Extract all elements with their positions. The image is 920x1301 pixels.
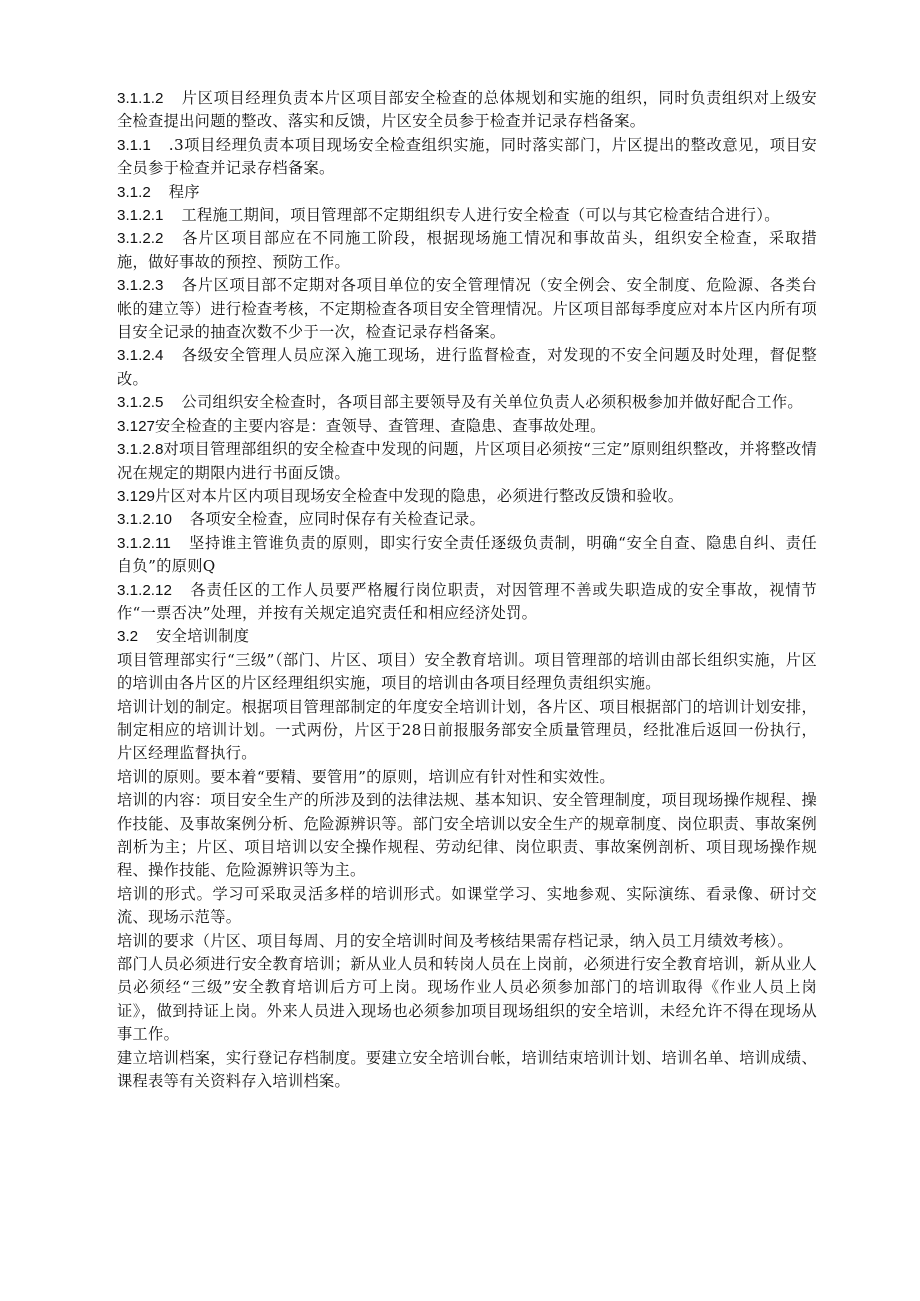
document-paragraph [117,508,817,531]
document-paragraph [117,696,817,766]
section-number: 3.1.2.10 [117,511,172,529]
paragraph-text: 部门人员必须进行安全教育培训；新从业人员和转岗人员在上岗前，必须进行安全教育培训，新从业人员必须经“三级”安全教育培训后方可上岗。现场作业人员必须参加部门的培训取得《作业人员上岗证》，做到持证上岗。外来人员进入现场也必须参加项目现场组织的安全培训，未经允许不得在现场从事工作。 [117,955,817,1044]
section-number: 3.1.1 [117,136,151,154]
section-number: 3.127 [117,417,156,435]
document-paragraph [117,485,817,508]
section-number: 3.1.2.12 [117,581,172,599]
document-paragraph [117,181,817,204]
document-paragraph [117,789,817,883]
document-paragraph [117,953,817,1047]
section-number: 3.1.2.11 [117,534,171,552]
section-number: 3.1.2.5 [117,394,164,412]
document-paragraph [117,438,817,485]
paragraph-text: 各级安全管理人员应深入施工现场，进行监督检查，对发现的不安全问题及时处理，督促整改。 [117,346,817,388]
paragraph-text: 工程施工期间，项目管理部不定期组织专人进行安全检查（可以与其它检查结合进行）。 [181,206,780,225]
paragraph-text: 各项安全检查，应同时保存有关检查记录。 [189,510,486,529]
paragraph-text: 建立培训档案，实行登记存档制度。要建立安全培训台帐，培训结束培训计划、培训名单、培训成绩、课程表等有关资料存入培训档案。 [117,1048,817,1091]
document-paragraph [117,625,817,648]
paragraph-text: 安全培训制度 [156,627,250,646]
paragraph-text: 各片区项目部不定期对各项目单位的安全管理情况（安全例会、安全制度、危险源、各类台帐的建立等）进行检查考核，不定期检查各项目安全管理情况。片区项目部每季度应对本片区内所有项目安全记录的抽查次数不少于一次，检查记录存档备案。 [117,276,817,342]
section-number: 3.1.2.1 [117,207,164,225]
section-number: 3.1.2.3 [117,277,164,295]
paragraph-text: 培训计划的制定。根据项目管理部制定的年度安全培训计划，各片区、项目根据部门的培训计划安排，制定相应的培训计划。一式两份，片区于28日前报服务部安全质量管理员，经批准后返回一份执行，片区经理监督执行。 [117,697,817,763]
document-paragraph [117,766,817,789]
paragraph-text: 培训的形式。学习可采取灵活多样的培训形式。如课堂学习、实地参观、实际演练、看录像、研讨交流、现场示范等。 [117,884,817,927]
paragraph-text: 公司组织安全检查时，各项目部主要领导及有关单位负责人必须积极参加并做好配合工作。 [181,393,803,412]
section-number: 3.1.2.8 [117,441,164,459]
paragraph-text: 各片区项目部应在不同施工阶段，根据现场施工情况和事故苗头，组织安全检查，采取措施，做好事故的预控、预防工作。 [117,229,817,271]
paragraph-text: 片区对本片区内项目现场安全检查中发现的隐患，必须进行整改反馈和验收。 [155,486,684,505]
document-paragraph [117,532,817,579]
paragraph-text: 安全检查的主要内容是：查领导、查管理、查隐患、查事故处理。 [155,416,606,435]
document-paragraph [117,87,817,134]
section-number: 3.1.1.2 [117,90,164,107]
document-body [117,87,817,1093]
paragraph-text: 培训的要求（片区、项目每周、月的安全培训时间及考核结果需存档记录，纳入员工月绩效考核）。 [117,931,794,950]
paragraph-text: 各责任区的工作人员要严格履行岗位职责，对因管理不善或失职造成的安全事故，视情节作“一票否决”处理，并按有关规定追究责任和相应经济处罚。 [117,580,817,622]
document-paragraph [117,579,817,626]
document-paragraph [117,344,817,391]
document-paragraph [117,274,817,344]
document-paragraph [117,227,817,274]
document-paragraph [117,391,817,414]
document-paragraph [117,1047,817,1094]
section-number: 3.1.2 [117,183,151,201]
paragraph-text: 对项目管理部组织的安全检查中发现的问题，片区项目必须按“三定”原则组织整改，并将整改情况在规定的期限内进行书面反馈。 [117,440,817,482]
paragraph-text: .3项目经理负责本项目现场安全检查组织实施，同时落实部门，片区提出的整改意见，项目安全员参于检查并记录存档备案。 [117,135,817,178]
section-number: 3.1.2.2 [117,230,164,248]
paragraph-text: 片区项目经理负责本片区项目部安全检查的总体规划和实施的组织，同时负责组织对上级安全检查提出问题的整改、落实和反馈，片区安全员参于检查并记录存档备案。 [117,89,817,131]
document-paragraph [117,415,817,438]
document-paragraph [117,930,817,953]
paragraph-text: 坚持谁主管谁负责的原则，即实行安全责任逐级负责制，明确“安全自查、隐患自纠、责任自负”的原则Q [117,533,817,576]
document-paragraph [117,883,817,930]
paragraph-text: 培训的内容：项目安全生产的所涉及到的法律法规、基本知识、安全管理制度，项目现场操作规程、操作技能、及事故案例分析、危险源辨识等。部门安全培训以安全生产的规章制度、岗位职责、事故案例剖析为主；片区、项目培训以安全操作规程、劳动纪律、岗位职责、事故案例剖析、项目现场操作规程、操作技能、危险源辨识等为主。 [117,791,817,880]
paragraph-text: 项目管理部实行“三级”（部门、片区、项目）安全教育培训。项目管理部的培训由部长组织实施，片区的培训由各片区的片区经理组织实施，项目的培训由各项目经理负责组织实施。 [117,650,817,693]
section-number: 3.1.2.4 [117,347,164,365]
document-paragraph [117,649,817,696]
section-number: 3.2 [117,628,139,646]
document-paragraph [117,134,817,181]
section-number: 3.129 [117,487,156,505]
paragraph-text: 培训的原则。要本着“要精、要管用”的原则，培训应有针对性和实效性。 [117,767,615,786]
document-paragraph [117,204,817,227]
paragraph-text: 程序 [168,182,200,201]
